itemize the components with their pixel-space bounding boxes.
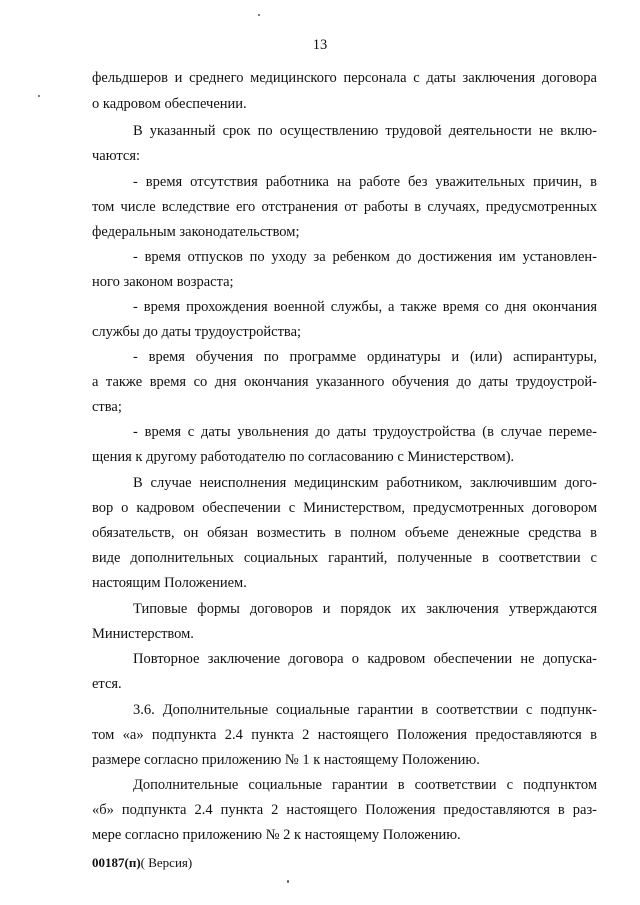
text-line: Повторное заключение договора о кадровом обеспечении не допуска- [133,651,597,667]
list-item-line: - время с даты увольнения до даты трудоустройства (в случае переме- [133,424,597,440]
text-line: фельдшеров и среднего медицинского персонала с даты заключения договора [92,70,597,86]
text-line: Типовые формы договоров и порядок их заключения утверждаются [133,601,597,617]
text-line: федеральным законодательством; [92,224,300,240]
text-line: настоящим Положением. [92,575,247,591]
scan-speck [287,880,289,883]
list-item-line: - время отсутствия работника на работе без уважительных причин, в [133,174,597,190]
text-line: В случае неисполнения медицинским работником, заключившим дого- [133,475,597,491]
list-item-line: - время прохождения военной службы, а также время со дня окончания [133,299,597,315]
document-footer [92,855,192,871]
text-line: щения к другому работодателю по согласованию с Министерством). [92,449,515,465]
page-number: 13 [312,37,328,53]
text-line: Министерством. [92,626,194,642]
text-line: мере согласно приложению № 2 к настоящему Положению. [92,827,461,843]
scan-speck [258,14,260,16]
text-line: о кадровом обеспечении. [92,96,247,112]
text-line: 3.6. Дополнительные социальные гарантии в соответствии с подпунк- [133,702,597,718]
text-line: В указанный срок по осуществлению трудовой деятельности не вклю- [133,123,597,139]
text-line: «б» подпункта 2.4 пункта 2 настоящего Положения предоставляются в раз- [92,802,597,818]
document-code: 00187(п) [92,855,141,870]
text-line: виде дополнительных социальных гарантий, полученные в соответствии с [92,550,597,566]
scan-speck [38,95,40,97]
text-line: том числе вследствие его отстранения от работы в случаях, предусмотренных [92,199,597,215]
text-line: обязательств, он обязан возместить в полном объеме денежные средства в [92,525,597,541]
text-line: службы до даты трудоустройства; [92,324,302,340]
text-line: ства; [92,399,122,415]
text-line: Дополнительные социальные гарантии в соответствии с подпунктом [133,777,597,793]
text-line: вор о кадровом обеспечении с Министерством, предусмотренных договором [92,500,597,516]
text-line: ного законом возраста; [92,274,234,290]
text-line: а также время со дня окончания указанного обучения до даты трудоустрой- [92,374,597,390]
list-item-line: - время обучения по программе ординатуры и (или) аспирантуры, [133,349,597,365]
text-line: ется. [92,676,122,692]
text-line: том «а» подпункта 2.4 пункта 2 настоящего Положения предоставляются в [92,727,597,743]
document-version: ( Версия) [140,855,193,870]
text-line: размере согласно приложению № 1 к настоящему Положению. [92,752,480,768]
text-line: чаются: [92,148,141,164]
list-item-line: - время отпусков по уходу за ребенком до достижения им установлен- [133,249,597,265]
